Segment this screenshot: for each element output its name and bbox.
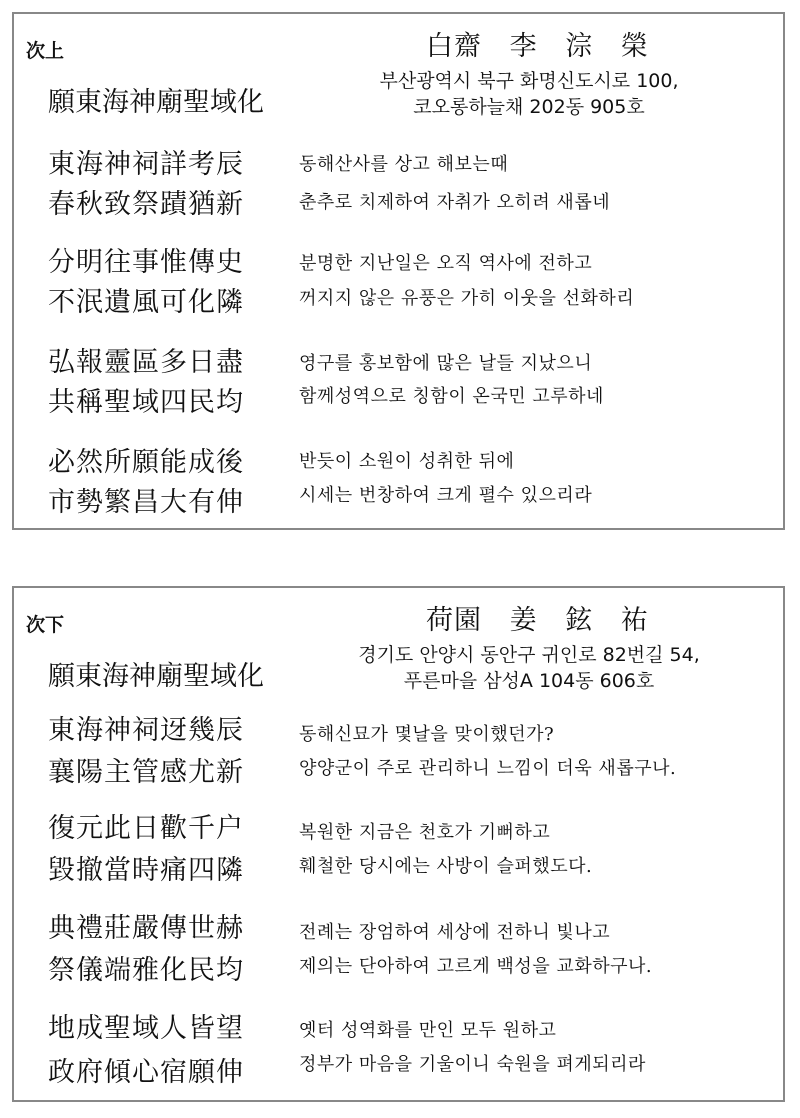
hanja-line: 復元此日歡千户 [48, 813, 244, 844]
korean-line: 영구를 홍보함에 많은 날들 지났으니 [299, 353, 593, 374]
korean-line: 분명한 지난일은 오직 역사에 전하고 [299, 253, 593, 274]
korean-line: 정부가 마음을 기울이니 숙원을 펴게되리라 [299, 1054, 646, 1075]
poem-rank: 次上 [26, 40, 65, 62]
hanja-line: 不泯遺風可化隣 [48, 287, 244, 318]
hanja-line: 弘報靈區多日盡 [48, 347, 244, 378]
hanja-line: 春秋致祭蹟猶新 [48, 189, 244, 220]
hanja-line: 襄陽主管感尤新 [48, 757, 244, 788]
author-pen-name: 白齋 [426, 31, 482, 62]
korean-line: 동해산사를 상고 해보는때 [299, 154, 509, 175]
author-name-char: 姜 [509, 605, 538, 636]
korean-line: 함께성역으로 칭함이 온국민 고루하네 [299, 386, 604, 407]
author-name-char: 淙 [565, 31, 594, 62]
author-name [426, 24, 649, 63]
korean-line: 전례는 장엄하여 세상에 전하니 빛나고 [299, 922, 611, 943]
korean-line: 꺼지지 않은 유풍은 가히 이웃을 선화하리 [299, 288, 635, 309]
korean-line: 제의는 단아하여 고르게 백성을 교화하구나. [299, 956, 653, 977]
korean-line: 복원한 지금은 천호가 기뻐하고 [299, 822, 551, 843]
address-line: 경기도 안양시 동안구 귀인로 82번길 54, [358, 644, 700, 666]
poem-panel-upper [12, 12, 785, 530]
author-pen-name: 荷園 [426, 605, 482, 636]
korean-line: 동해신묘가 몇날을 맞이했던가? [299, 724, 555, 745]
poem-title: 願東海神廟聖域化 [48, 87, 264, 118]
author-name-char: 榮 [620, 31, 649, 62]
author-name-char: 祐 [620, 605, 649, 636]
author-address [344, 642, 714, 694]
hanja-line: 必然所願能成後 [48, 447, 244, 478]
korean-line: 반듯이 소원이 성취한 뒤에 [299, 451, 515, 472]
hanja-line: 東海神祠詳考辰 [48, 149, 244, 180]
hanja-line: 典禮莊嚴傳世赫 [48, 913, 244, 944]
hanja-line: 市勢繁昌大有伸 [48, 487, 244, 518]
poem-panel-lower [12, 586, 785, 1102]
hanja-line: 祭儀端雅化民均 [48, 955, 244, 986]
hanja-line: 共稱聖域四民均 [48, 387, 244, 418]
address-line: 코오롱하늘채 202동 905호 [413, 96, 645, 118]
poem-title: 願東海神廟聖域化 [48, 661, 264, 692]
poem-rank: 次下 [26, 614, 65, 636]
author-name [426, 598, 649, 637]
address-line: 부산광역시 북구 화명신도시로 100, [379, 70, 679, 92]
hanja-line: 地成聖域人皆望 [48, 1013, 244, 1044]
korean-line: 양양군이 주로 관리하니 느낌이 더욱 새롭구나. [299, 758, 677, 779]
hanja-line: 分明往事惟傳史 [48, 247, 244, 278]
hanja-line: 毀撤當時痛四隣 [48, 855, 244, 886]
korean-line: 춘추로 치제하여 자취가 오히려 새롭네 [299, 192, 611, 213]
author-address [344, 68, 714, 120]
korean-line: 옛터 성역화를 만인 모두 원하고 [299, 1020, 557, 1041]
address-line: 푸른마을 삼성A 104동 606호 [403, 670, 655, 692]
korean-line: 훼철한 당시에는 사방이 슬퍼했도다. [299, 856, 593, 877]
author-name-char: 鉉 [565, 605, 594, 636]
hanja-line: 東海神祠迓幾辰 [48, 715, 244, 746]
korean-line: 시세는 번창하여 크게 펼수 있으리라 [299, 485, 593, 506]
author-name-char: 李 [509, 31, 538, 62]
hanja-line: 政府傾心宿願伸 [48, 1057, 244, 1088]
